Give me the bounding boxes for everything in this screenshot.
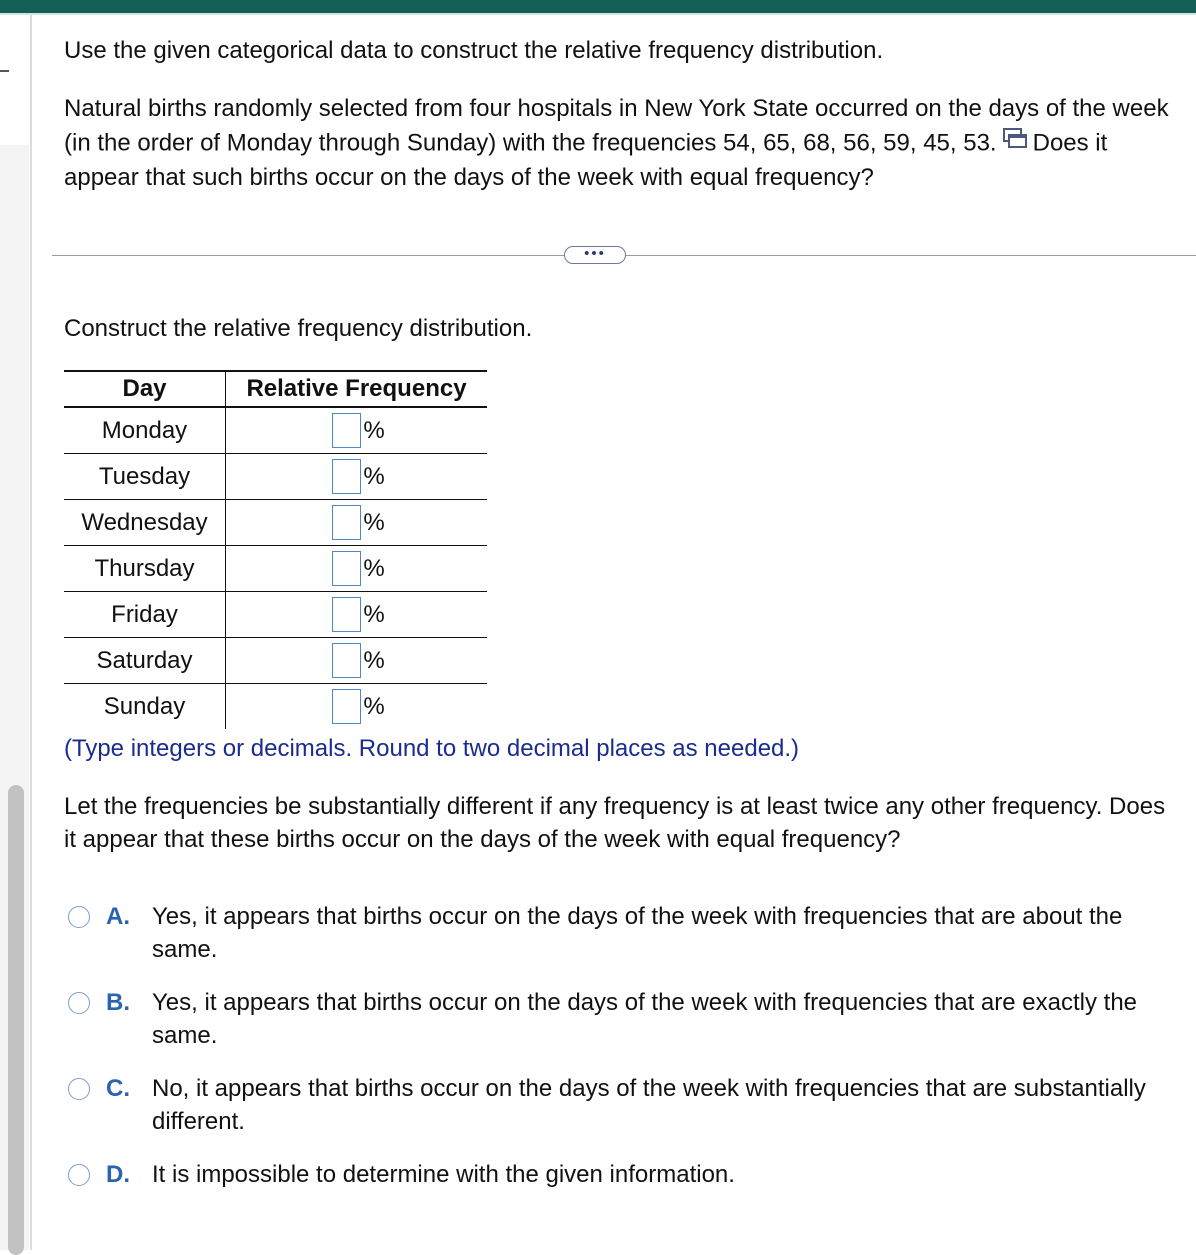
percent-unit: % xyxy=(363,554,385,582)
top-header-bar xyxy=(0,0,1196,13)
problem-text: Natural births randomly selected from four hospitals in New York State occurred on the days of the week (in the order of Monday through Sunday) with the frequencies 54, 65, 68, 56, 59, 45, 53. xyxy=(64,95,1169,157)
header-relative-frequency: Relative Frequency xyxy=(226,371,488,407)
saturday-frequency-input[interactable] xyxy=(332,643,361,678)
option-b-letter: B. xyxy=(106,989,130,1016)
panel-collapse-handle[interactable] xyxy=(0,70,9,72)
tuesday-frequency-input[interactable] xyxy=(332,459,361,494)
option-c-letter: C. xyxy=(106,1075,130,1102)
day-label: Friday xyxy=(64,592,226,638)
option-b-text: Yes, it appears that births occur on the days of the week with frequencies that are exactly the same. xyxy=(152,989,1138,1049)
percent-unit: % xyxy=(363,462,385,490)
option-c-text: No, it appears that births occur on the days of the week with frequencies that are substantially different. xyxy=(152,1075,1146,1135)
table-row xyxy=(64,592,487,638)
friday-frequency-input[interactable] xyxy=(332,597,361,632)
percent-unit: % xyxy=(363,646,385,674)
sunday-frequency-input[interactable] xyxy=(332,689,361,724)
table-row xyxy=(64,684,487,730)
percent-unit: % xyxy=(363,600,385,628)
relative-frequency-table xyxy=(64,370,487,729)
day-label: Sunday xyxy=(64,684,226,730)
question-text: Let the frequencies be substantially different if any frequency is at least twice any other frequency. Does it appear that these births occur on the days of the week with equal frequency? xyxy=(64,793,1166,853)
scrollbar-thumb[interactable] xyxy=(8,785,24,1255)
table-row xyxy=(64,407,487,454)
option-b[interactable] xyxy=(68,987,1172,1052)
percent-unit: % xyxy=(363,508,385,536)
percent-unit: % xyxy=(363,416,385,444)
table-row xyxy=(64,638,487,684)
wednesday-frequency-input[interactable] xyxy=(332,505,361,540)
day-label: Saturday xyxy=(64,638,226,684)
option-a[interactable] xyxy=(68,901,1172,966)
option-d-radio[interactable] xyxy=(68,1164,90,1186)
day-label: Tuesday xyxy=(64,454,226,500)
option-c[interactable] xyxy=(68,1073,1172,1138)
problem-question: Does it appear that such births occur on the days of the week with equal frequency? xyxy=(64,129,1108,191)
table-row xyxy=(64,546,487,592)
option-d-letter: D. xyxy=(106,1161,130,1188)
show-more-button[interactable]: ••• xyxy=(564,246,626,264)
option-a-radio[interactable] xyxy=(68,906,90,928)
problem-statement xyxy=(64,93,1174,195)
header-day: Day xyxy=(64,371,226,407)
option-a-text: Yes, it appears that births occur on the days of the week with frequencies that are about the same. xyxy=(152,903,1123,963)
day-label: Wednesday xyxy=(64,500,226,546)
thursday-frequency-input[interactable] xyxy=(332,551,361,586)
day-label: Monday xyxy=(64,407,226,454)
left-panel-border xyxy=(30,15,32,1250)
header-accent-line xyxy=(0,13,1196,15)
construct-label: Construct the relative frequency distribution. xyxy=(64,315,533,342)
monday-frequency-input[interactable] xyxy=(332,413,361,448)
instruction-text: Use the given categorical data to construct the relative frequency distribution. xyxy=(64,37,884,64)
percent-unit: % xyxy=(363,692,385,720)
option-d[interactable] xyxy=(68,1159,1172,1192)
day-label: Thursday xyxy=(64,546,226,592)
option-d-text: It is impossible to determine with the given information. xyxy=(152,1161,735,1188)
table-row xyxy=(64,454,487,500)
copy-data-icon[interactable] xyxy=(1003,126,1027,159)
table-row xyxy=(64,500,487,546)
option-c-radio[interactable] xyxy=(68,1078,90,1100)
rounding-hint: (Type integers or decimals. Round to two decimal places as needed.) xyxy=(64,735,800,762)
option-b-radio[interactable] xyxy=(68,992,90,1014)
option-a-letter: A. xyxy=(106,903,130,930)
